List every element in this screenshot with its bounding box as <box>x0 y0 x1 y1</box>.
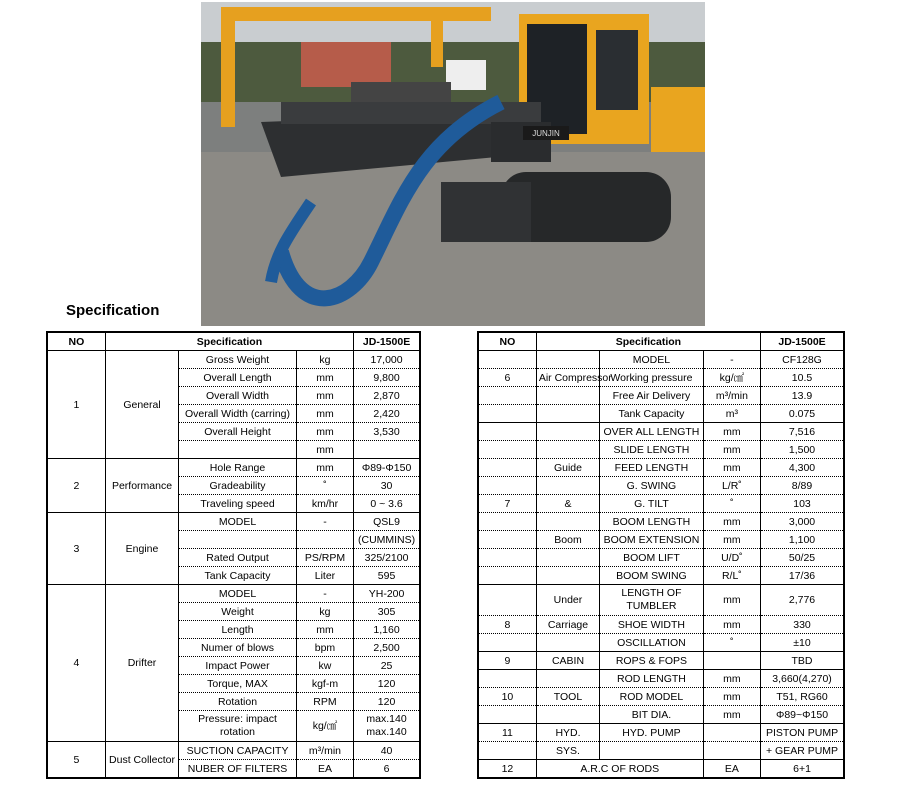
spec-unit <box>703 724 760 742</box>
table-row <box>478 495 844 513</box>
table-row <box>478 459 844 477</box>
spec-unit: EA <box>296 760 353 779</box>
group-number: 9 <box>478 652 536 670</box>
group-name <box>536 477 599 495</box>
spec-value: 7,516 <box>761 423 844 441</box>
spec-unit: kg <box>296 351 353 369</box>
spec-unit: m³/min <box>703 387 760 405</box>
table-row <box>478 369 844 387</box>
group-number <box>478 441 536 459</box>
spec-value: 3,530 <box>354 423 420 441</box>
spec-value: 6+1 <box>761 760 844 779</box>
spec-value: ±10 <box>761 634 844 652</box>
group-name <box>536 423 599 441</box>
group-name: Engine <box>105 513 178 585</box>
table-row <box>478 405 844 423</box>
spec-unit <box>703 742 760 760</box>
spec-value <box>354 441 420 459</box>
spec-item: ROD MODEL <box>600 688 704 706</box>
group-number <box>478 405 536 423</box>
table-row <box>478 706 844 724</box>
table-row <box>478 652 844 670</box>
spec-item: Hole Range <box>179 459 297 477</box>
spec-value: max.140 max.140 <box>354 711 420 742</box>
table-row <box>478 549 844 567</box>
spec-item: LENGTH OF TUMBLER <box>600 585 704 616</box>
spec-unit: RPM <box>296 693 353 711</box>
table-row <box>478 670 844 688</box>
table-row <box>478 567 844 585</box>
table-row <box>478 531 844 549</box>
group-number <box>478 513 536 531</box>
spec-item: Overall Width <box>179 387 297 405</box>
spec-unit <box>296 531 353 549</box>
drill-rig-illustration <box>201 2 705 326</box>
group-name: HYD. <box>536 724 599 742</box>
spec-item: Tank Capacity <box>179 567 297 585</box>
spec-unit: mm <box>296 369 353 387</box>
group-number: 1 <box>47 351 105 459</box>
group-name <box>536 706 599 724</box>
spec-unit: - <box>296 585 353 603</box>
spec-unit: mm <box>703 423 760 441</box>
spec-item: Working pressure <box>600 369 704 387</box>
spec-item: Length <box>179 621 297 639</box>
group-name: Dust Collector <box>105 742 178 779</box>
group-number <box>478 387 536 405</box>
group-name: Air Compressor <box>536 369 599 387</box>
group-name <box>536 441 599 459</box>
group-number <box>478 351 536 369</box>
spec-item: Overall Height <box>179 423 297 441</box>
spec-item: Impact Power <box>179 657 297 675</box>
group-name <box>536 405 599 423</box>
table-row <box>478 513 844 531</box>
spec-item: BOOM SWING <box>600 567 704 585</box>
spec-item: HYD. PUMP <box>600 724 704 742</box>
table-row <box>478 423 844 441</box>
spec-item: Pressure: impact rotation <box>179 711 297 742</box>
spec-item: Overall Length <box>179 369 297 387</box>
group-name: Carriage <box>536 616 599 634</box>
group-name: Under <box>536 585 599 616</box>
spec-unit: mm <box>296 441 353 459</box>
spec-value: 325/2100 <box>354 549 420 567</box>
spec-value: 8/89 <box>761 477 844 495</box>
spec-unit: bpm <box>296 639 353 657</box>
group-name: Guide <box>536 459 599 477</box>
spec-item: BOOM LIFT <box>600 549 704 567</box>
spec-unit: kgf-m <box>296 675 353 693</box>
spec-value: 6 <box>354 760 420 779</box>
spec-unit: U/D˚ <box>703 549 760 567</box>
group-number <box>478 549 536 567</box>
spec-unit: kg/㎠ <box>703 369 760 387</box>
spec-item: ROD LENGTH <box>600 670 704 688</box>
spec-unit: EA <box>703 760 760 779</box>
spec-item: NUBER OF FILTERS <box>179 760 297 779</box>
spec-unit: mm <box>703 688 760 706</box>
spec-unit: mm <box>703 513 760 531</box>
group-name: General <box>105 351 178 459</box>
table-header-row <box>47 332 420 351</box>
spec-unit: Liter <box>296 567 353 585</box>
spec-unit: m³ <box>703 405 760 423</box>
group-number <box>478 634 536 652</box>
spec-item: Rated Output <box>179 549 297 567</box>
group-name: TOOL <box>536 688 599 706</box>
spec-value: 1,500 <box>761 441 844 459</box>
spec-item: OVER ALL LENGTH <box>600 423 704 441</box>
spec-value: 2,500 <box>354 639 420 657</box>
spec-value: T51, RG60 <box>761 688 844 706</box>
header-specification: Specification <box>105 332 353 351</box>
header-no: NO <box>478 332 536 351</box>
spec-value: PISTON PUMP <box>761 724 844 742</box>
right-spec-table <box>477 331 845 779</box>
spec-unit: mm <box>296 405 353 423</box>
table-row <box>47 585 420 603</box>
spec-value: 595 <box>354 567 420 585</box>
table-row <box>478 585 844 616</box>
spec-value: 25 <box>354 657 420 675</box>
group-name: & <box>536 495 599 513</box>
header-specification: Specification <box>536 332 760 351</box>
table-row <box>478 760 844 779</box>
spec-unit: mm <box>296 621 353 639</box>
spec-unit: mm <box>703 459 760 477</box>
spec-item: MODEL <box>179 585 297 603</box>
spec-value: 4,300 <box>761 459 844 477</box>
group-name: SYS. <box>536 742 599 760</box>
group-name: CABIN <box>536 652 599 670</box>
spec-unit: L/R˚ <box>703 477 760 495</box>
spec-value: 17/36 <box>761 567 844 585</box>
spec-item: SHOE WIDTH <box>600 616 704 634</box>
table-row <box>478 477 844 495</box>
spec-unit: ˚ <box>296 477 353 495</box>
spec-item: Tank Capacity <box>600 405 704 423</box>
spec-item: Torque, MAX <box>179 675 297 693</box>
spec-value: 10.5 <box>761 369 844 387</box>
spec-value: QSL9 <box>354 513 420 531</box>
header-model: JD-1500E <box>354 332 420 351</box>
spec-unit: R/L˚ <box>703 567 760 585</box>
spec-item: SLIDE LENGTH <box>600 441 704 459</box>
spec-value: 2,420 <box>354 405 420 423</box>
spec-value: 120 <box>354 693 420 711</box>
group-name <box>536 670 599 688</box>
spec-item: G. TILT <box>600 495 704 513</box>
spec-value: 2,776 <box>761 585 844 616</box>
spec-value: 305 <box>354 603 420 621</box>
spec-value: 50/25 <box>761 549 844 567</box>
group-number: 12 <box>478 760 536 779</box>
spec-unit: ˚ <box>703 495 760 513</box>
group-name <box>536 549 599 567</box>
spec-value: CF128G <box>761 351 844 369</box>
spec-unit: mm <box>703 706 760 724</box>
spec-item: Weight <box>179 603 297 621</box>
header-no: NO <box>47 332 105 351</box>
group-number: 4 <box>47 585 105 742</box>
table-row <box>478 441 844 459</box>
table-row <box>478 688 844 706</box>
drill-rig-photo <box>201 2 705 326</box>
spec-unit: kw <box>296 657 353 675</box>
spec-value: Φ89-Φ150 <box>354 459 420 477</box>
spec-value: 17,000 <box>354 351 420 369</box>
group-number: 10 <box>478 688 536 706</box>
spec-value: (CUMMINS) <box>354 531 420 549</box>
group-name: A.R.C OF RODS <box>536 760 703 779</box>
spec-unit: PS/RPM <box>296 549 353 567</box>
group-number <box>478 531 536 549</box>
spec-value: 13.9 <box>761 387 844 405</box>
group-number <box>478 706 536 724</box>
group-number: 7 <box>478 495 536 513</box>
group-number <box>478 459 536 477</box>
table-row <box>478 724 844 742</box>
spec-value: 0.075 <box>761 405 844 423</box>
spec-value: Φ89~Φ150 <box>761 706 844 724</box>
group-name <box>536 351 599 369</box>
spec-item: Traveling speed <box>179 495 297 513</box>
spec-unit: mm <box>703 585 760 616</box>
group-number <box>478 585 536 616</box>
group-number <box>478 670 536 688</box>
group-number: 2 <box>47 459 105 513</box>
spec-unit <box>703 652 760 670</box>
group-number: 5 <box>47 742 105 779</box>
spec-item: ROPS & FOPS <box>600 652 704 670</box>
spec-item: BOOM EXTENSION <box>600 531 704 549</box>
spec-unit: mm <box>296 459 353 477</box>
table-row <box>478 634 844 652</box>
table-row <box>478 387 844 405</box>
spec-item: Overall Width (carring) <box>179 405 297 423</box>
spec-value: 0 ~ 3.6 <box>354 495 420 513</box>
spec-value: 3,000 <box>761 513 844 531</box>
spec-unit: mm <box>703 616 760 634</box>
spec-value: TBD <box>761 652 844 670</box>
spec-unit: m³/min <box>296 742 353 760</box>
spec-value: + GEAR PUMP <box>761 742 844 760</box>
spec-unit: mm <box>296 423 353 441</box>
spec-value: 40 <box>354 742 420 760</box>
spec-item: SUCTION CAPACITY <box>179 742 297 760</box>
spec-item <box>600 742 704 760</box>
group-name <box>536 634 599 652</box>
spec-value: 2,870 <box>354 387 420 405</box>
table-row <box>478 351 844 369</box>
spec-value: 9,800 <box>354 369 420 387</box>
group-name: Boom <box>536 531 599 549</box>
spec-value: 1,160 <box>354 621 420 639</box>
spec-item: Gradeability <box>179 477 297 495</box>
spec-unit: mm <box>703 531 760 549</box>
spec-item: Free Air Delivery <box>600 387 704 405</box>
table-row <box>478 616 844 634</box>
spec-value: 1,100 <box>761 531 844 549</box>
brand-text: JUNJIN <box>532 129 560 138</box>
spec-item: BOOM LENGTH <box>600 513 704 531</box>
spec-unit: kg/㎠ <box>296 711 353 742</box>
group-number <box>478 423 536 441</box>
spec-item: Numer of blows <box>179 639 297 657</box>
spec-unit: mm <box>703 441 760 459</box>
spec-unit: kg <box>296 603 353 621</box>
spec-unit: mm <box>296 387 353 405</box>
group-name <box>536 387 599 405</box>
table-header-row <box>478 332 844 351</box>
spec-item: Gross Weight <box>179 351 297 369</box>
group-number: 11 <box>478 724 536 742</box>
spec-item: MODEL <box>600 351 704 369</box>
spec-value: 3,660(4,270) <box>761 670 844 688</box>
group-name <box>536 567 599 585</box>
group-name <box>536 513 599 531</box>
spec-heading: Specification <box>66 302 160 319</box>
spec-value: 120 <box>354 675 420 693</box>
spec-unit: mm <box>703 670 760 688</box>
group-number <box>478 742 536 760</box>
spec-value: 330 <box>761 616 844 634</box>
spec-unit: ˚ <box>703 634 760 652</box>
spec-value: YH-200 <box>354 585 420 603</box>
spec-unit: km/hr <box>296 495 353 513</box>
spec-item: FEED LENGTH <box>600 459 704 477</box>
table-row <box>478 742 844 760</box>
table-row <box>47 351 420 369</box>
group-number <box>478 477 536 495</box>
spec-unit: - <box>296 513 353 531</box>
group-number <box>478 567 536 585</box>
group-name: Performance <box>105 459 178 513</box>
group-number: 8 <box>478 616 536 634</box>
spec-item: Rotation <box>179 693 297 711</box>
spec-item: G. SWING <box>600 477 704 495</box>
group-number: 3 <box>47 513 105 585</box>
group-name: Drifter <box>105 585 178 742</box>
spec-item: OSCILLATION <box>600 634 704 652</box>
left-spec-table <box>46 331 421 779</box>
spec-item <box>179 441 297 459</box>
group-number: 6 <box>478 369 536 387</box>
header-model: JD-1500E <box>761 332 844 351</box>
table-row <box>47 513 420 531</box>
spec-value: 103 <box>761 495 844 513</box>
spec-item <box>179 531 297 549</box>
spec-value: 30 <box>354 477 420 495</box>
spec-item: MODEL <box>179 513 297 531</box>
spec-item: BIT DIA. <box>600 706 704 724</box>
spec-unit: - <box>703 351 760 369</box>
table-row <box>47 459 420 477</box>
table-row <box>47 742 420 760</box>
